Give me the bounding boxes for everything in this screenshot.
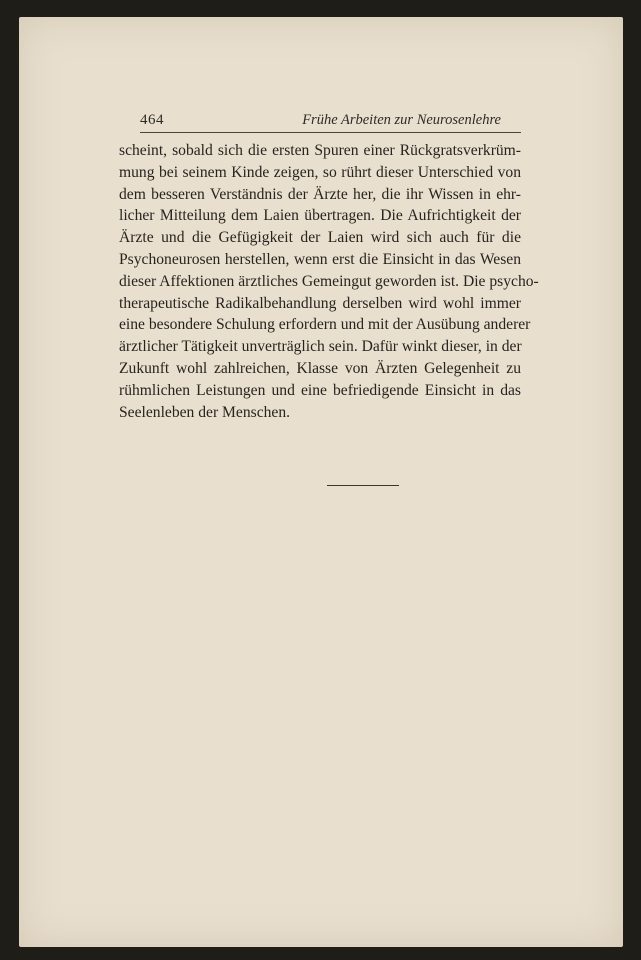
text-line: dem besseren Verständnis der Ärzte her, die ihr Wissen in ehr- — [119, 185, 521, 203]
text-line-last: Seelenleben der Menschen. — [119, 403, 291, 421]
book-page — [19, 17, 623, 947]
text-line: Zukunft wohl zahlreichen, Klasse von Ärzten Gelegenheit zu — [119, 359, 521, 377]
text-line: scheint, sobald sich die ersten Spuren einer Rückgratsverkrüm- — [119, 142, 521, 159]
page-number: 464 — [140, 112, 164, 128]
text-line: rühmlichen Leistungen und eine befriedigende Einsicht in das — [119, 381, 521, 399]
text-line: dieser Affektionen ärztliches Gemeingut geworden ist. Die psycho- — [119, 272, 539, 290]
section-end-rule — [327, 485, 399, 486]
text-line: eine besondere Schulung erfordern und mit der Ausübung anderer — [119, 316, 531, 334]
running-head — [140, 112, 521, 133]
text-line: therapeutische Radikalbehandlung derselben wird wohl immer — [119, 294, 521, 312]
text-line: Psychoneurosen herstellen, wenn erst die Einsicht in das Wesen — [119, 250, 521, 268]
text-line: Ärzte und die Gefügigkeit der Laien wird sich auch für die — [119, 229, 521, 247]
text-line: ärztlicher Tätigkeit unverträglich sein. Dafür winkt dieser, in der — [119, 338, 522, 356]
text-line: mung bei seinem Kinde zeigen, so rührt dieser Unterschied von — [119, 163, 521, 181]
running-title: Frühe Arbeiten zur Neurosenlehre — [302, 112, 501, 128]
text-line: licher Mitteilung dem Laien übertragen. Die Aufrichtigkeit der — [119, 207, 521, 225]
body-paragraph — [119, 140, 539, 423]
